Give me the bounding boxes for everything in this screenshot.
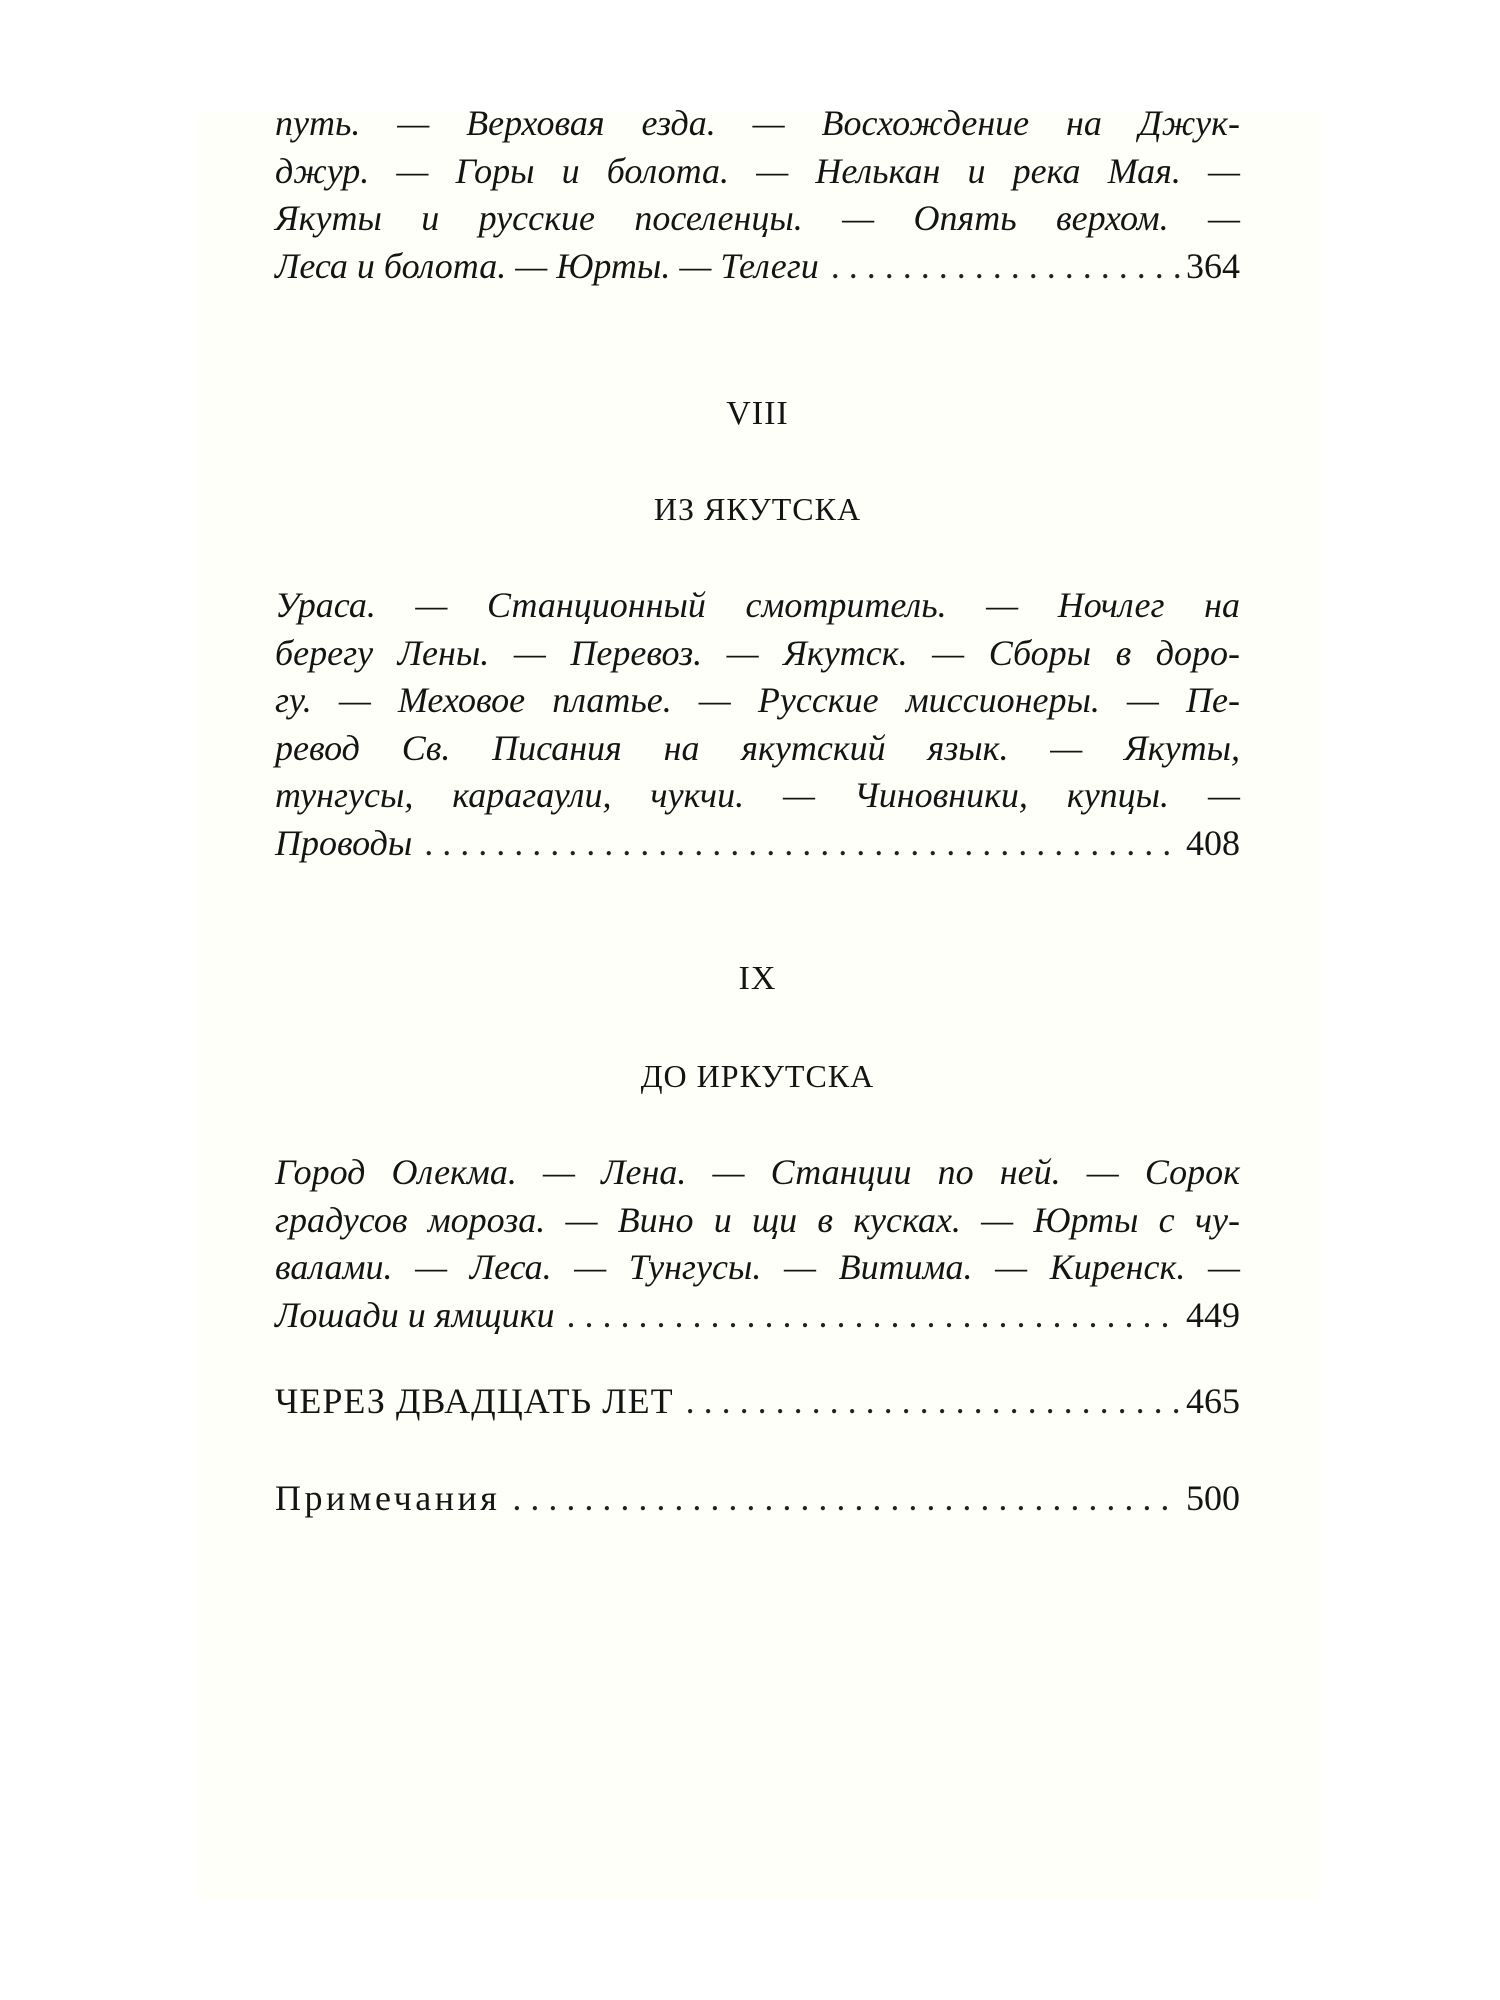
toc-entry-notes xyxy=(275,1477,1240,1525)
toc-leader-line xyxy=(275,1380,1240,1428)
toc-text-line: ревод Св. Писания на якутский язык. — Якуты, xyxy=(275,727,1240,768)
page-number: 408 xyxy=(1186,822,1240,863)
toc-text-line: джур. — Горы и болота. — Нелькан и река Мая. — xyxy=(275,150,1240,191)
book-page xyxy=(198,113,1320,1900)
toc-last-line: Леса и болота. — Юрты. — Телеги xyxy=(275,245,819,286)
toc-entry-vii-continued xyxy=(275,100,1240,290)
toc-text-line: берегу Лены. — Перевоз. — Якутск. — Сборы в доро- xyxy=(275,632,1240,673)
toc-entry-ix xyxy=(275,1149,1240,1339)
page-number: 449 xyxy=(1186,1294,1240,1335)
toc-text-line: тунгусы, карагаули, чукчи. — Чиновники, купцы. — xyxy=(275,775,1240,815)
page-number: 465 xyxy=(1186,1381,1240,1421)
section-title: ЧЕРЕЗ ДВАДЦАТЬ ЛЕТ xyxy=(275,1381,674,1421)
chapter-number: VIII xyxy=(726,395,789,432)
toc-leader-line xyxy=(275,1477,1240,1525)
toc-last-line: Проводы xyxy=(275,822,413,863)
toc-text-line: путь. — Верховая езда. — Восхождение на Джук- xyxy=(275,103,1240,143)
toc-text-line: Якуты и русские поселенцы. — Опять верхом. — xyxy=(275,198,1240,238)
dot-leader xyxy=(831,243,1180,291)
page-number: 500 xyxy=(1186,1478,1240,1518)
toc-text-line: Ураса. — Станционный смотритель. — Ночлег на xyxy=(275,585,1240,625)
dot-leader xyxy=(567,1292,1181,1340)
dot-leader xyxy=(686,1380,1180,1422)
page-number: 364 xyxy=(1186,245,1240,286)
chapter-title: ИЗ ЯКУТСКА xyxy=(653,491,862,527)
toc-entry-twenty-years xyxy=(275,1380,1240,1428)
toc-text-line: валами. — Леса. — Тунгусы. — Витима. — Киренск. — xyxy=(275,1247,1240,1287)
toc-leader-line xyxy=(275,1292,1240,1340)
toc-text-line: гу. — Меховое платье. — Русские миссионеры. — Пе- xyxy=(275,680,1240,720)
dot-leader xyxy=(424,820,1180,868)
toc-last-line: Лошади и ямщики xyxy=(275,1294,555,1335)
chapter-number: IX xyxy=(738,960,777,997)
toc-entry-viii xyxy=(275,582,1240,867)
toc-leader-line xyxy=(275,820,1240,868)
section-title: Примечания xyxy=(275,1478,501,1518)
toc-text-line: Город Олекма. — Лена. — Станции по ней. — Сорок xyxy=(275,1152,1240,1192)
toc-leader-line xyxy=(275,243,1240,291)
chapter-title: ДО ИРКУТСКА xyxy=(640,1058,875,1094)
dot-leader xyxy=(512,1477,1180,1519)
toc-text-line: градусов мороза. — Вино и щи в кусках. — Юрты с чу- xyxy=(275,1199,1240,1240)
